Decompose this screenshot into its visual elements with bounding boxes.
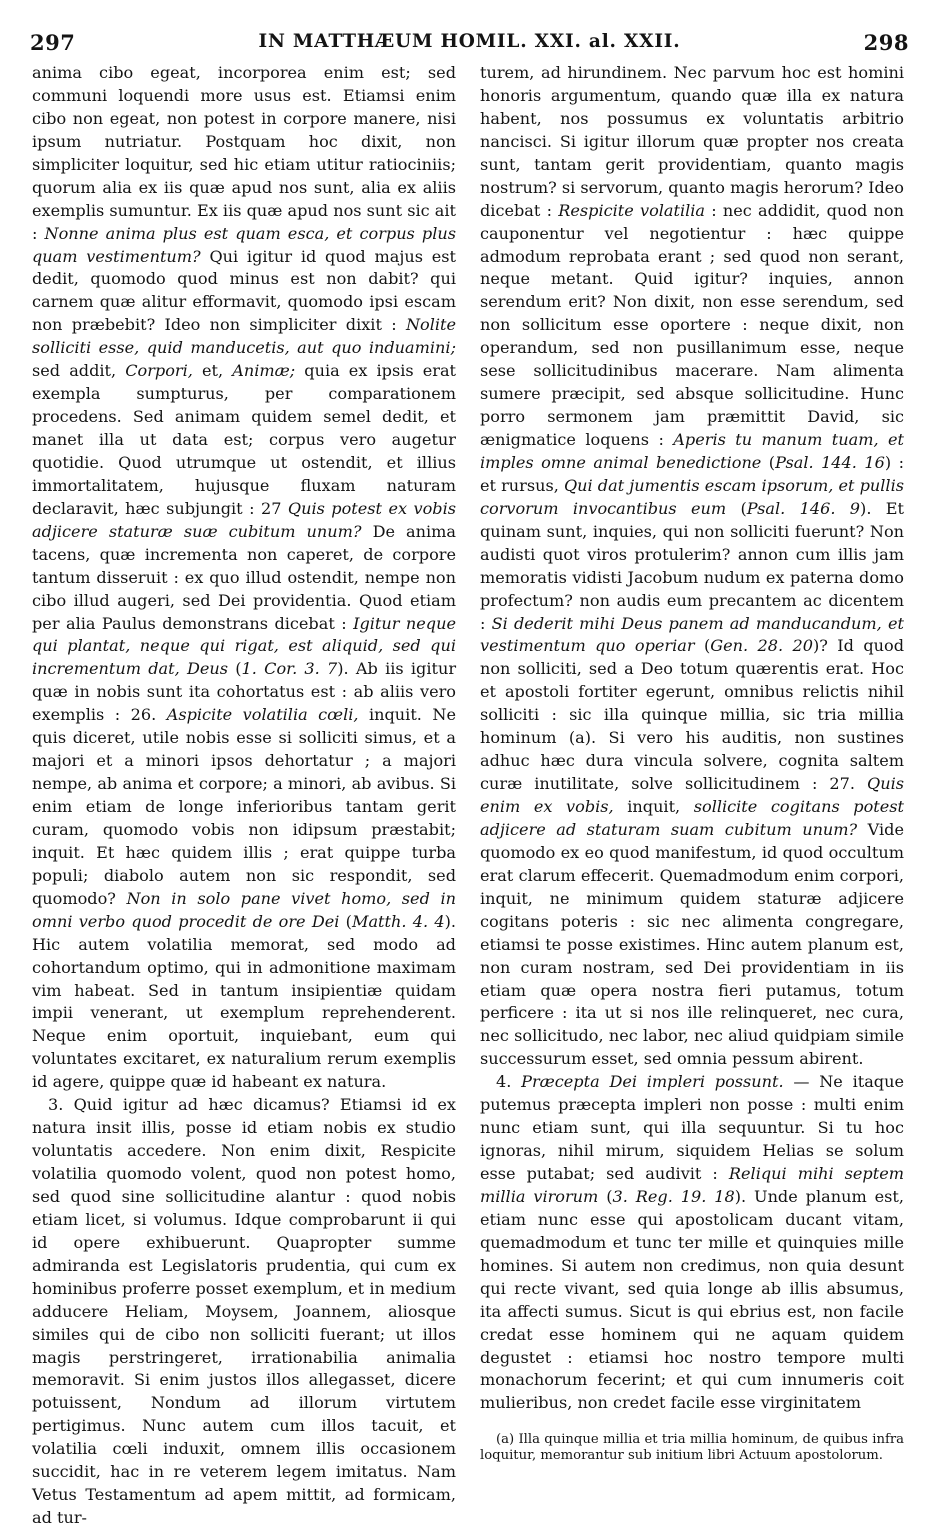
running-header bbox=[30, 30, 909, 56]
running-title: IN MATTHÆUM HOMIL. XXI. al. XXII. bbox=[258, 31, 681, 52]
page-number-right: 298 bbox=[863, 30, 909, 55]
section-heading: Præcepta Dei impleri possunt. bbox=[521, 1072, 784, 1092]
right-paragraph-2: 4. Præcepta Dei impleri possunt. — Ne itaque putemus præcepta impleri non posse : multi enim nunc etiam sunt, qui illa sequuntur. Si tu hoc ignoras, nihil mirum, siquidem Helias se solum esse putabat; sed audivit : Reliqui mihi septem millia virorum (3. Reg. 19. 18). Unde planum est, etiam nunc esse qui apostolicam ducant vitam, quemadmodum et tunc ter mille et quinquies mille homines. Si autem non credimus, non quia desunt qui recte vivant, sed quia longe ab illis absumus, ita affecti sumus. Sicut is qui ebrius est, non facile credat esse hominem qui ne aquam quidem degustet : etiamsi hoc nostro tempore multi monachorum fecerint; et qui cum innumeris coit mulieribus, non credet facile esse virginitatem bbox=[480, 1072, 904, 1413]
left-paragraph-2: 3. Quid igitur ad hæc dicamus? Etiamsi id ex natura insit illis, posse id etiam nobis ex studio voluntatis accedere. Non enim dixit, Respicite volatilia quomodo volent, quod non potest homo, sed quod sine sollicitudine alantur : quod nobis etiam licet, si volumus. Idque comprobarunt ii qui id opere exhibuerunt. Quapropter summe admiranda est Legislatoris prudentia, qui cum ex hominibus proferre posset exemplum, et in medium adducere Heliam, Moysem, Joannem, aliosque similes qui de cibo non solliciti fuerant; ut illos magis perstringeret, irrationabilia animalia memoravit. Si enim justos illos allegasset, dicere potuissent, Nondum ad illorum virtutem pertigimus. Nunc autem cum illos tacuit, et volatilia cœli induxit, omnem illis occasionem succidit, hac in re veterem legem imitatus. Nam Vetus Testamentum ad apem mittit, ad formicam, ad tur- bbox=[32, 1095, 456, 1528]
footnote-text: Illa quinque millia et tria millia hominum, de quibus infra loquitur, memorantur sub initium libri Actuum apostolorum. bbox=[480, 1432, 904, 1463]
left-paragraph-1: anima cibo egeat, incorporea enim est; sed communi loquendi more usus est. Etiamsi enim cibo non egeat, non potest in corpore manere, nisi ipsum nutriatur. Postquam hoc dixit, non simpliciter loquitur, sed hic etiam utitur ratiociniis; quorum alia ex iis quæ apud nos sunt, alia ex aliis exemplis sumuntur. Ex iis quæ apud nos sunt sic ait : Nonne anima plus est quam esca, et corpus plus quam vestimentum? Qui igitur id quod majus est dedit, quomodo quod minus est non dabit? qui carnem quæ alitur efformavit, quomodo ipsi escam non præbebit? Ideo non simpliciter dixit : Nolite solliciti esse, quid manducetis, aut quo induamini; sed addit, Corpori, et, Animæ; quia ex ipsis erat exempla sumpturus, per comparationem procedens. Sed animam quidem semel dedit, et manet illa ut data est; corpus vero augetur quotidie. Quod utrumque ut ostendit, et illius immortalitatem, hujusque fluxam naturam declaravit, hæc subjungit : 27 Quis potest ex vobis adjicere staturæ suæ cubitum unum? De anima tacens, quæ incrementa non caperet, de corpore tantum disseruit : ex quo illud ostendit, nempe non cibo illud augeri, sed Dei providentia. Quod etiam per alia Paulus demonstrans dicebat : Igitur neque qui plantat, neque qui rigat, est aliquid, sed qui incrementum dat, Deus (1. Cor. 3. 7). Ab iis igitur quæ in nobis sunt ita cohortatus est : ab aliis vero exemplis : 26. Aspicite volatilia cœli, inquit. Ne quis diceret, utile nobis esse si solliciti simus, et a majori et a minori ipsos dehortatur ; a majori nempe, ab anima et corpore; a minori, ab avibus. Si enim etiam de longe inferioribus tantam gerit curam, quomodo vobis non idipsum præstabit; inquit. Et hæc quidem illis ; erat quippe turba populi; diabolo autem non sic respondit, sed quomodo? Non in solo pane vivet homo, sed in omni verbo quod procedit de ore Dei (Matth. 4. 4). Hic autem volatilia memorat, sed modo ad cohortandum optimo, qui in admonitione maximam vim habeat. Sed in tantum insipientiæ quidam impii venerant, ut exemplum reprehenderent. Neque enim oportuit, inquiebant, eum qui voluntates excitaret, ex naturalium rerum exemplis id agere, quippe quæ id habeant ex natura. bbox=[32, 63, 457, 1092]
footnote bbox=[480, 1432, 904, 1464]
right-column bbox=[480, 62, 904, 1415]
page-number-left: 297 bbox=[30, 30, 76, 55]
footnote-mark: (a) bbox=[496, 1432, 515, 1447]
left-column bbox=[32, 62, 456, 1530]
right-paragraph-1: turem, ad hirundinem. Nec parvum hoc est homini honoris argumentum, quando quæ illa ex natura habent, nos possumus ex voluntatis arbitrio nancisci. Si igitur illorum quæ propter nos creata sunt, tantam gerit providentiam, quanto magis nostrum? si servorum, quanto magis herorum? Ideo dicebat : Respicite volatilia : nec addidit, quod non cauponentur vel negotientur : hæc quippe admodum reprobata erant ; sed quod non serant, neque metant. Quid igitur? inquies, annon serendum erit? Non dixit, non esse serendum, sed non sollicitum esse oportere : neque dixit, non operandum, sed non pusillanimum esse, neque sese sollicitudinibus macerare. Nam alimenta sumere præcipit, sed absque sollicitudine. Hunc porro sermonem jam præmittit David, sic ænigmatice loquens : Aperis tu manum tuam, et imples omne animal benedictione (Psal. 144. 16) : et rursus, Qui dat jumentis escam ipsorum, et pullis corvorum invocantibus eum (Psal. 146. 9). Et quinam sunt, inquies, qui non solliciti fuerunt? Non audisti quot viros protulerim? annon cum illis jam memoratis vidisti Jacobum nudum ex paterna domo profectum? non audis eum precantem ac dicentem : Si dederit mihi Deus panem ad manducandum, et vestimentum quo operiar (Gen. 28. 20)? Id quod non solliciti, sed a Deo totum quærentis erat. Hoc et apostoli fortiter egerunt, omnibus relictis nihil solliciti : sic illa quinque millia, sic tria millia hominum (a). Si vero his auditis, non sustines adhuc hæc dura vincula solvere, cognita saltem curæ inutilitate, solve sollicitudinem : 27. Quis enim ex vobis, inquit, sollicite cogitans potest adjicere ad staturam suam cubitum unum? Vide quomodo ex eo quod manifestum, id quod occultum erat clarum effecerit. Quemadmodum enim corpori, inquit, ne minimum quidem staturæ adjicere cogitans poteris : sic nec alimenta congregare, etiamsi te posse existimes. Hinc autem planum est, non curam nostram, sed Dei providentiam in iis etiam quæ opera nostra fieri putamus, totum perficere : ita ut si nos ille relinqueret, nec cura, nec sollicitudo, nec labor, nec aliud quidpiam simile successurum esset, sed omnia pessum abirent. bbox=[480, 63, 905, 1069]
